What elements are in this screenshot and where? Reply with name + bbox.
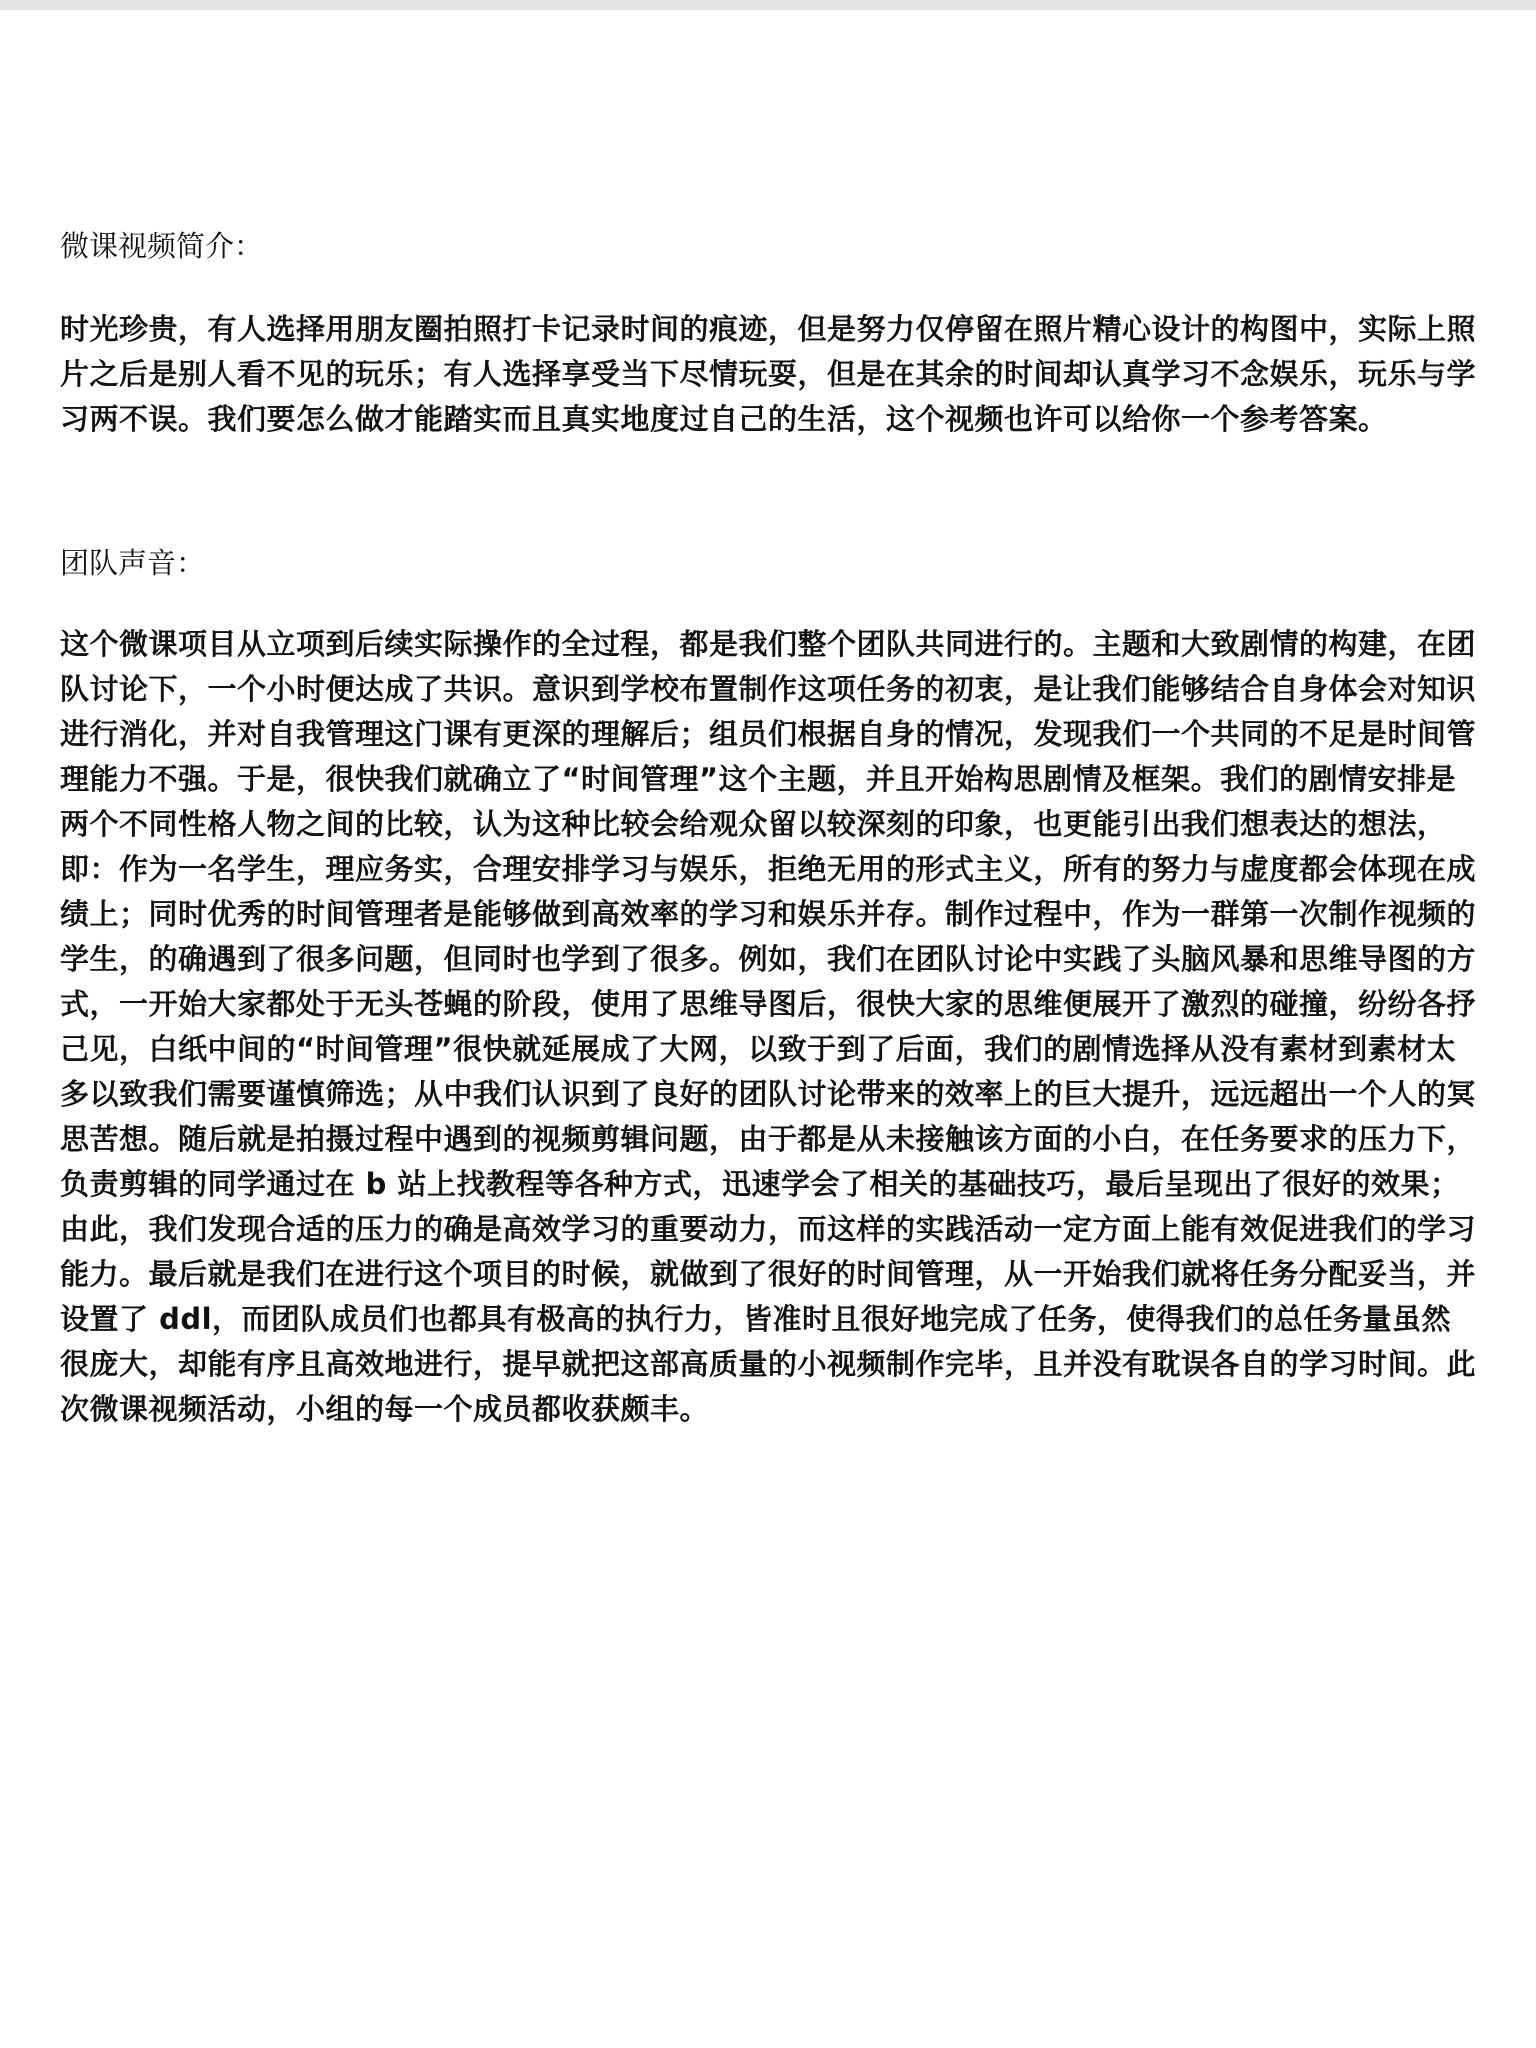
team-heading: 团队声音：	[60, 546, 206, 580]
intro-paragraph: 时光珍贵，有人选择用朋友圈拍照打卡记录时间的痕迹，但是努力仅停留在照片精心设计的构图中，实际上照片之后是别人看不见的玩乐；有人选择享受当下尽情玩耍，但是在其余的时间却认真学习不念娱乐，玩乐与学习两不误。我们要怎么做才能踏实而且真实地度过自己的生活，这个视频也许可以给你一个参考答案。	[60, 312, 1477, 436]
document-page	[60, 225, 1480, 1432]
team-paragraph: 这个微课项目从立项到后续实际操作的全过程，都是我们整个团队共同进行的。主题和大致剧情的构建，在团队讨论下，一个小时便达成了共识。意识到学校布置制作这项任务的初衷，是让我们能够结合自身体会对知识进行消化，并对自我管理这门课有更深的理解后；组员们根据自身的情况，发现我们一个共同的不足是时间管理能力不强。于是，很快我们就确立了“时间管理”这个主题，并且开始构思剧情及框架。我们的剧情安排是两个不同性格人物之间的比较，认为这种比较会给观众留以较深刻的印象，也更能引出我们想表达的想法，即：作为一名学生，理应务实，合理安排学习与娱乐，拒绝无用的形式主义，所有的努力与虚度都会体现在成绩上；同时优秀的时间管理者是能够做到高效率的学习和娱乐并存。制作过程中，作为一群第一次制作视频的学生，的确遇到了很多问题，但同时也学到了很多。例如，我们在团队讨论中实践了头脑风暴和思维导图的方式，一开始大家都处于无头苍蝇的阶段，使用了思维导图后，很快大家的思维便展开了激烈的碰撞，纷纷各抒己见，白纸中间的“时间管理”很快就延展成了大网，以致于到了后面，我们的剧情选择从没有素材到素材太多以致我们需要谨慎筛选；从中我们认识到了良好的团队讨论带来的效率上的巨大提升，远远超出一个人的冥思苦想。随后就是拍摄过程中遇到的视频剪辑问题，由于都是从未接触该方面的小白，在任务要求的压力下，负责剪辑的同学通过在 b 站上找教程等各种方式，迅速学会了相关的基础技巧，最后呈现出了很好的效果；由此，我们发现合适的压力的确是高效学习的重要动力，而这样的实践活动一定方面上能有效促进我们的学习能力。最后就是我们在进行这个项目的时候，就做到了很好的时间管理，从一开始我们就将任务分配妥当，并设置了 ddl，而团队成员们也都具有极高的执行力，皆准时且很好地完成了任务，使得我们的总任务量虽然很庞大，却能有序且高效地进行，提早就把这部高质量的小视频制作完毕，且并没有耽误各自的学习时间。此次微课视频活动，小组的每一个成员都收获颇丰。	[60, 627, 1477, 1426]
team-section	[60, 542, 1480, 1432]
top-scroll-bar	[0, 0, 1536, 10]
intro-section	[60, 225, 1480, 442]
intro-heading: 微课视频简介：	[60, 229, 264, 263]
